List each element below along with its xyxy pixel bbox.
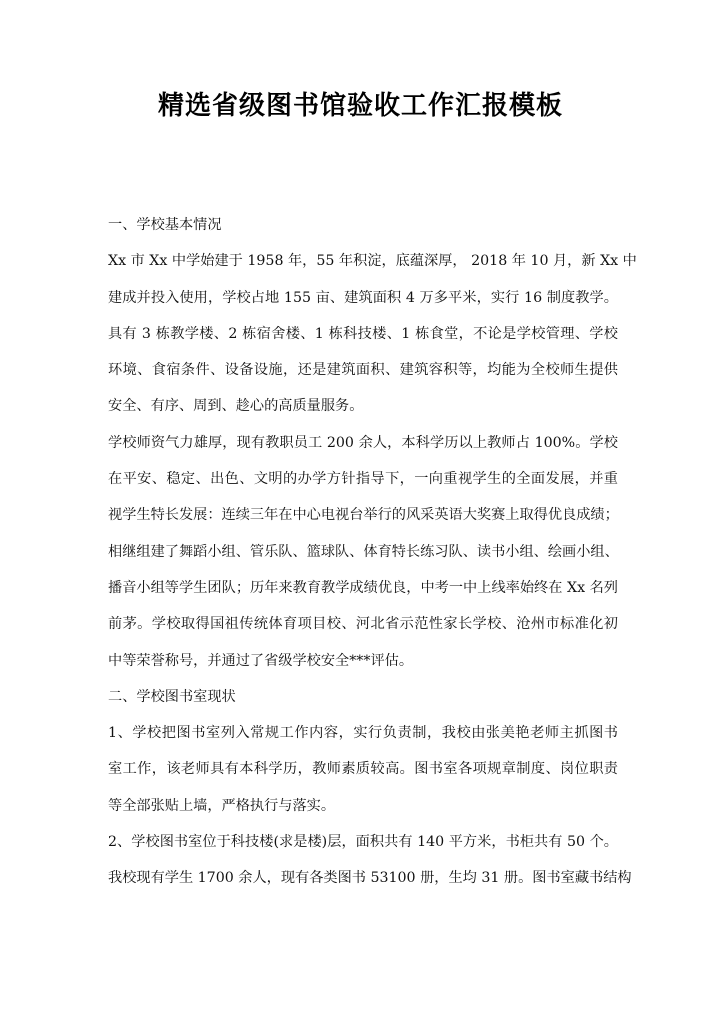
paragraph-line: 等全部张贴上墙，严格执行与落实。 <box>108 797 336 814</box>
document-body <box>108 207 637 897</box>
paragraph-line: 相继组建了舞蹈小组、管乐队、篮球队、体育特长练习队、读书小组、绘画小组、 <box>108 543 619 560</box>
paragraph-line: 1、学校把图书室列入常规工作内容，实行负责制，我校由张美艳老师主抓图书 <box>108 725 618 742</box>
paragraph-line: 室工作，该老师具有本科学历，教师素质较高。图书室各项规章制度、岗位职责 <box>108 761 618 778</box>
section-heading-2: 二、学校图书室现状 <box>108 688 236 705</box>
paragraph-line: 安全、有序、周到、趁心的高质量服务。 <box>108 398 364 415</box>
paragraph-line: 学校师资气力雄厚，现有教职员工 200 余人，本科学历以上教师占 100%。学校 <box>108 434 618 451</box>
paragraph-line: 2、学校图书室位于科技楼(求是楼)层，面积共有 140 平方米，书柜共有 50 个。 <box>108 834 618 851</box>
paragraph-line: 具有 3 栋教学楼、2 栋宿舍楼、1 栋科技楼、1 栋食堂，不论是学校管理、学校 <box>108 325 618 342</box>
document-title: 精选省级图书馆验收工作汇报模板 <box>157 91 563 121</box>
paragraph-line: Xx 市 Xx 中学始建于 1958 年，55 年积淀，底蕴深厚， 2018 年 10 月，新 Xx 中 <box>108 253 637 270</box>
paragraph-line: 播音小组等学生团队；历年来教育教学成绩优良，中考一中上线率始终在 Xx 名列 <box>108 579 618 596</box>
paragraph-line: 环境、食宿条件、设备设施，还是建筑面积、建筑容积等，均能为全校师生提供 <box>108 362 618 379</box>
paragraph-line: 视学生特长发展：连续三年在中心电视台举行的风采英语大奖赛上取得优良成绩； <box>108 507 619 524</box>
paragraph-line: 在平安、稳定、出色、文明的办学方针指导下，一向重视学生的全面发展，并重 <box>108 471 618 488</box>
paragraph-line: 中等荣誉称号，并通过了省级学校安全***评估。 <box>108 652 414 669</box>
paragraph-line: 前茅。学校取得国祖传统体育项目校、河北省示范性家长学校、沧州市标准化初 <box>108 616 618 633</box>
paragraph-line: 我校现有学生 1700 余人，现有各类图书 53100 册，生均 31 册。图书室藏书结构 <box>108 870 632 887</box>
section-heading-1: 一、学校基本情况 <box>108 217 222 233</box>
paragraph-line: 建成并投入使用，学校占地 155 亩、建筑面积 4 万多平米，实行 16 制度教学。 <box>108 289 618 306</box>
